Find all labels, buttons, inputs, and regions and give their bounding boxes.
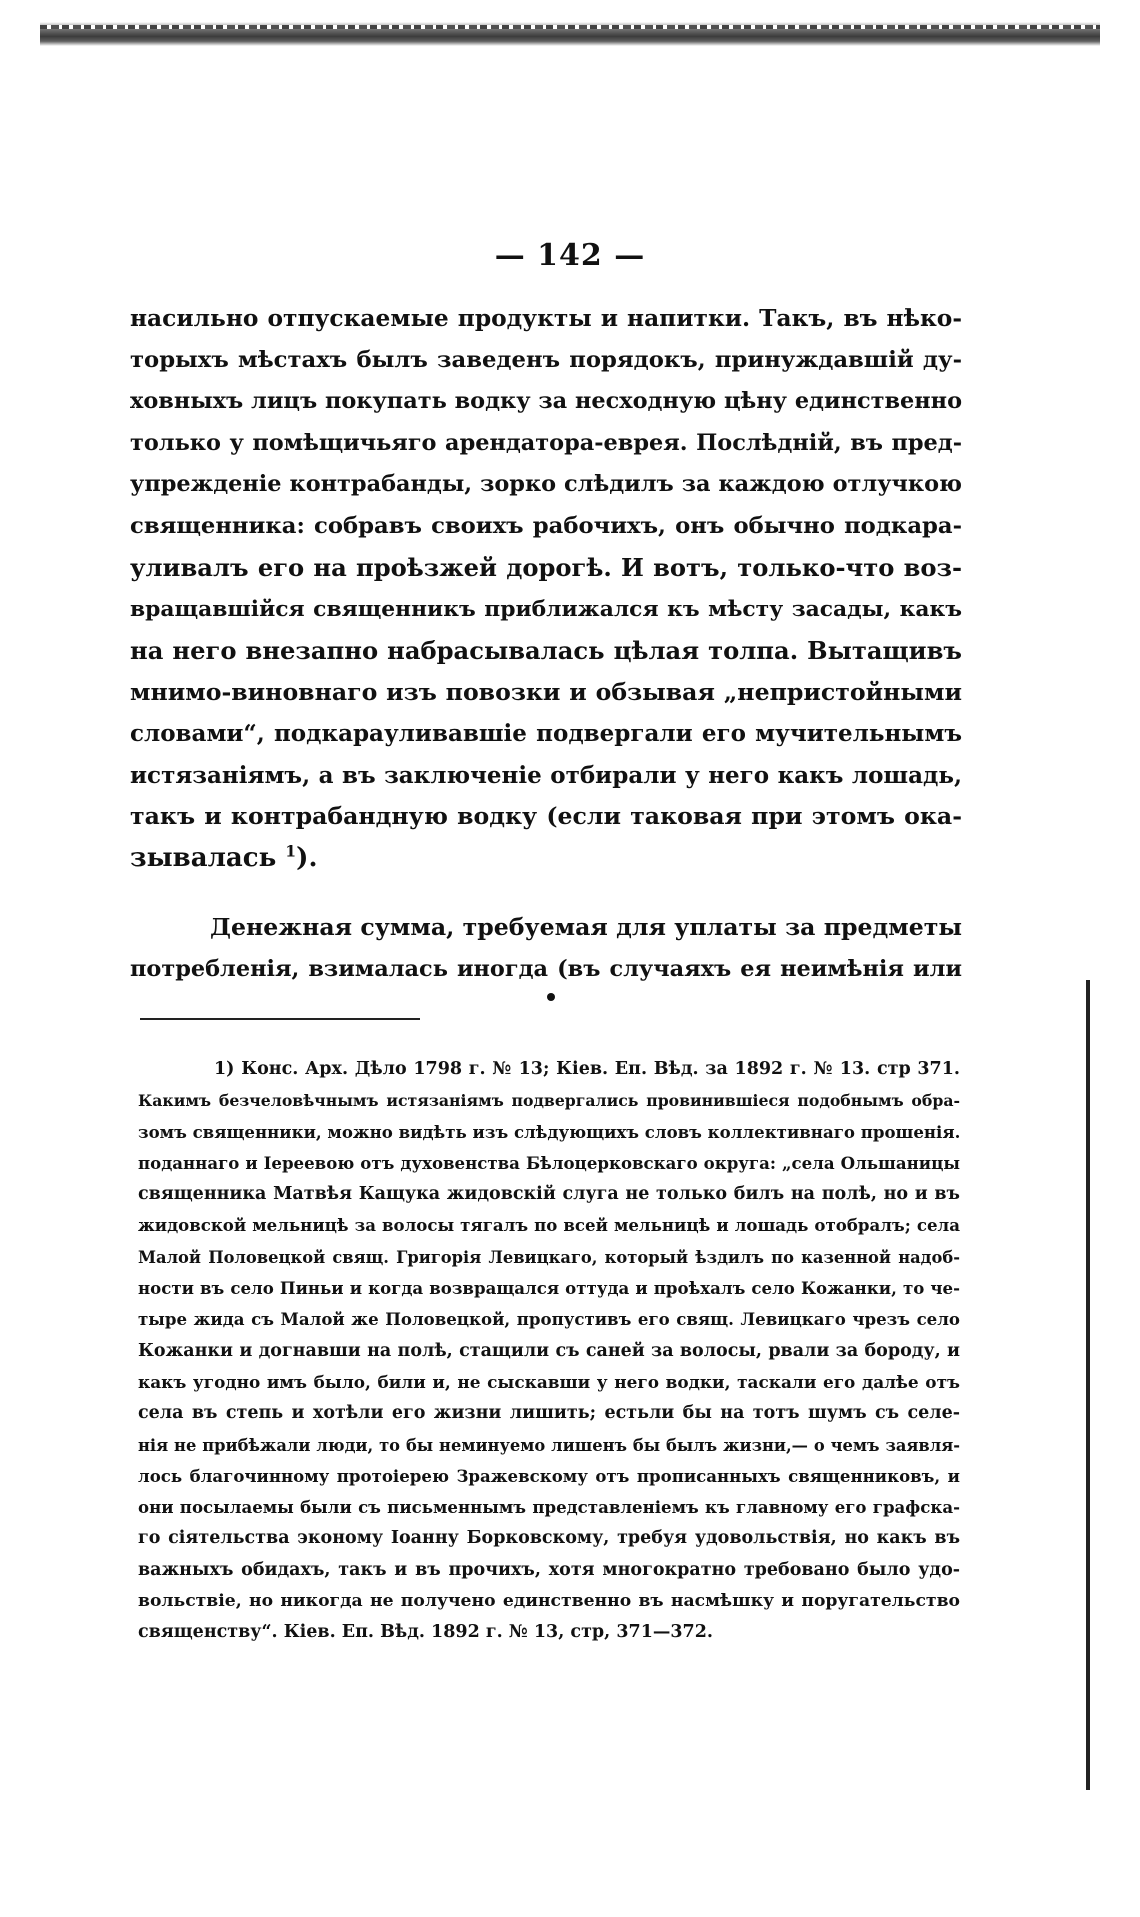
footnote-line: зомъ священники, можно видѣть изъ слѣдующихъ словъ коллективнаго прошенія. bbox=[138, 1121, 960, 1142]
footnote-line: тыре жида съ Малой же Половецкой, пропустивъ его свящ. Левицкаго чрезъ село bbox=[138, 1309, 960, 1330]
footnote-line: лось благочинному протоіерею Зражевскому отъ прописанныхъ священниковъ, и bbox=[138, 1465, 960, 1486]
text-line-last bbox=[130, 838, 962, 880]
text-line: Денежная сумма, требуемая для уплаты за предметы bbox=[210, 913, 962, 941]
text-line: уливалъ его на проѣзжей дорогѣ. И вотъ, только-что воз- bbox=[130, 553, 962, 582]
ink-dot bbox=[547, 993, 555, 1001]
footnote-line-last: священству“. Кіев. Еп. Вѣд. 1892 г. № 13, стр, 371—372. bbox=[138, 1622, 713, 1643]
paragraph-1 bbox=[130, 298, 962, 879]
scan-edge-artifact bbox=[40, 22, 1100, 46]
footnote-line: Кожанки и догнавши на полѣ, стащили съ саней за волосы, рвали за бороду, и bbox=[138, 1340, 960, 1361]
main-body bbox=[130, 298, 962, 990]
text-line: торыхъ мѣстахъ былъ заведенъ порядокъ, принуждавшій ду- bbox=[130, 346, 962, 373]
footnote-line: го сіятельства эконому Іоанну Борковскому, требуя удовольствія, но какъ въ bbox=[138, 1528, 960, 1549]
footnote-line: жидовской мельницѣ за волосы тягалъ по всей мельницѣ и лошадь отобралъ; села bbox=[138, 1215, 960, 1236]
footnote-line: священника Матвѣя Кащука жидовскій слуга не только билъ на полѣ, но и въ bbox=[138, 1184, 960, 1205]
page-number: — 142 — bbox=[494, 238, 646, 273]
text-line: мнимо-виновнаго изъ повозки и обзывая „непристойными bbox=[130, 677, 962, 706]
footnote-divider bbox=[140, 1018, 420, 1020]
paragraph-2 bbox=[130, 907, 962, 990]
text-line-last-body: зывалась bbox=[130, 842, 277, 873]
footnote-line-text: Конс. Арх. Дѣло 1798 г. № 13; Кіев. Еп. Вѣд. за 1892 г. № 13. стр 371. bbox=[241, 1059, 960, 1079]
text-line: священника: собравъ своихъ рабочихъ, онъ обычно подкара- bbox=[130, 512, 962, 539]
text-line: словами“, подкарауливавшіе подвергали его мучительнымъ bbox=[130, 720, 962, 747]
footnote-line: ности въ село Пиньи и когда возвращался оттуда и проѣхалъ село Кожанки, то че- bbox=[138, 1278, 960, 1299]
footnote-line: нія не прибѣжали люди, то бы неминуемо лишенъ бы былъ жизни,— о чемъ заявля- bbox=[138, 1435, 960, 1455]
text-line: насильно отпускаемые продукты и напитки. Такъ, въ нѣко- bbox=[130, 305, 962, 332]
footnote bbox=[138, 1054, 960, 1649]
footnote-line: какъ угодно имъ было, били и, не сыскавши у него водки, таскали его далѣе отъ bbox=[138, 1371, 960, 1392]
text-line: упрежденіе контрабанды, зорко слѣдилъ за каждою отлучкою bbox=[130, 471, 962, 497]
text-line: такъ и контрабандную водку (если таковая при этомъ ока- bbox=[130, 802, 962, 830]
text-line: истязаніямъ, а въ заключеніе отбирали у него какъ лошадь, bbox=[130, 761, 962, 789]
footnote-line: Какимъ безчеловѣчнымъ истязаніямъ подвергались провинившіеся подобнымъ обра- bbox=[138, 1091, 960, 1111]
footnote-line: села въ степь и хотѣли его жизни лишить; естьли бы на тотъ шумъ съ селе- bbox=[138, 1403, 960, 1424]
text-line: вращавшійся священникъ приближался къ мѣсту засады, какъ bbox=[130, 596, 962, 622]
footnote-line: они посылаемы были съ письменнымъ представленіемъ къ главному его графска- bbox=[138, 1497, 960, 1518]
text-line: на него внезапно набрасывалась цѣлая толпа. Вытащивъ bbox=[130, 636, 962, 665]
text-line-last-tail: ). bbox=[296, 842, 318, 873]
scan-edge-rule bbox=[1086, 980, 1090, 1790]
footnote-line: важныхъ обидахъ, такъ и въ прочихъ, хотя многократно требовано было удо- bbox=[138, 1559, 960, 1580]
footnote-line: Малой Половецкой свящ. Григорія Левицкаго, который ѣздилъ по казенной надоб- bbox=[138, 1247, 960, 1267]
text-line: ховныхъ лицъ покупать водку за несходную цѣну единственно bbox=[130, 388, 962, 414]
footnote-reference: 1 bbox=[285, 840, 297, 860]
text-line: только у помѣщичьяго арендатора-еврея. Послѣдній, въ пред- bbox=[130, 429, 962, 456]
footnote-line bbox=[138, 1054, 960, 1085]
footnote-marker: 1) bbox=[214, 1059, 235, 1079]
footnote-line: поданнаго и Іереевою отъ духовенства Бѣлоцерковскаго округа: „села Ольшаницы bbox=[138, 1152, 960, 1173]
footnote-line: вольствіе, но никогда не получено единственно въ насмѣшку и поругательство bbox=[138, 1591, 960, 1612]
text-line: потребленія, взималась иногда (въ случаяхъ ея неимѣнія или bbox=[130, 955, 962, 982]
